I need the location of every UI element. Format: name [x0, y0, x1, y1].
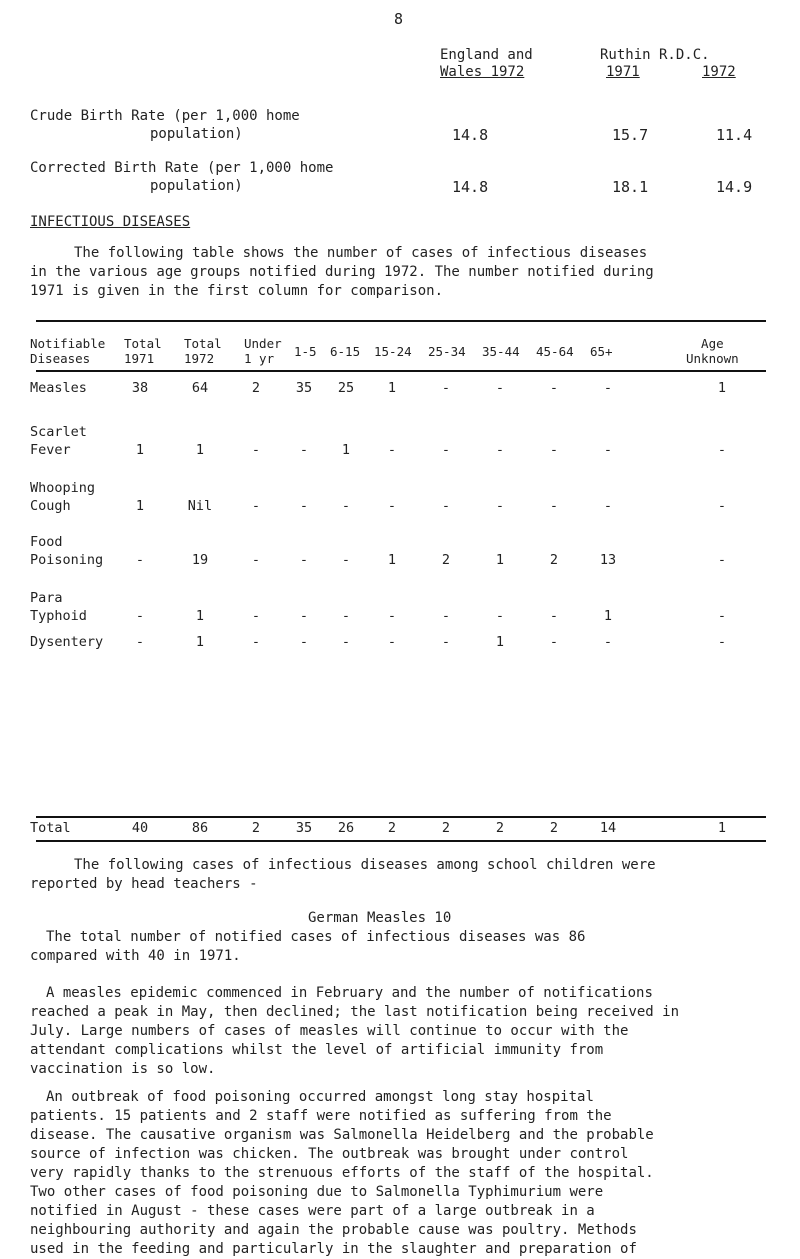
header-age-65-plus: 65+ — [590, 344, 613, 359]
food-paragraph-line: source of infection was chicken. The outbreak was brought under control — [30, 1146, 629, 1162]
total-cell: 2 — [549, 820, 559, 836]
table-cell: 25 — [337, 380, 355, 396]
table-cell: - — [603, 634, 613, 650]
table-cell: 1 — [135, 498, 145, 514]
table-cell: - — [387, 608, 397, 624]
total-cell: 1 — [717, 820, 727, 836]
table-cell: - — [135, 608, 145, 624]
table-cell: 1 — [495, 552, 505, 568]
table-cell: - — [299, 498, 309, 514]
intro-paragraph — [30, 244, 770, 301]
table-cell: - — [341, 634, 351, 650]
table-cell: - — [549, 442, 559, 458]
food-paragraph-line: used in the feeding and particularly in the slaughter and preparation of — [30, 1241, 637, 1257]
table-cell: - — [549, 380, 559, 396]
crude-birth-rate-label: Crude Birth Rate (per 1,000 home — [30, 108, 300, 124]
disease-name: Fever — [30, 442, 71, 458]
table-cell: 35 — [295, 380, 313, 396]
total-cell: 2 — [251, 820, 261, 836]
food-paragraph-line: patients. 15 patients and 2 staff were notified as suffering from the — [30, 1108, 612, 1124]
corrected-birth-rate-label-2: population) — [150, 178, 243, 194]
food-paragraph-line: very rapidly thanks to the strenuous efforts of the staff of the hospital. — [30, 1165, 654, 1181]
table-cell: 1 — [195, 442, 205, 458]
school-note — [30, 856, 770, 894]
header-total-1972: Total 1972 — [184, 336, 222, 366]
table-cell: 1 — [717, 380, 727, 396]
corrected-birth-rate-label: Corrected Birth Rate (per 1,000 home — [30, 160, 334, 176]
total-cell: 86 — [191, 820, 209, 836]
crude-birth-rate-1971: 15.7 — [612, 126, 649, 144]
crude-birth-rate-england: 14.8 — [452, 126, 489, 144]
header-age-6-15: 6-15 — [330, 344, 361, 359]
disease-name: Para — [30, 590, 63, 606]
table-cell: 2 — [441, 552, 451, 568]
table-cell: - — [135, 634, 145, 650]
crude-birth-rate-label-2: population) — [150, 126, 243, 142]
table-cell: - — [299, 442, 309, 458]
page-number: 8 — [394, 10, 404, 28]
intro-line: The following table shows the number of cases of infectious diseases — [74, 245, 648, 261]
table-cell: - — [251, 498, 261, 514]
header-age-35-44: 35-44 — [482, 344, 520, 359]
disease-name: Food — [30, 534, 63, 550]
intro-line: 1971 is given in the first column for comparison. — [30, 283, 444, 299]
header-notifiable-diseases: Notifiable Diseases — [30, 336, 106, 366]
header-age-15-24: 15-24 — [374, 344, 412, 359]
table-bottom-rule — [36, 840, 766, 842]
table-total-rule — [36, 816, 766, 818]
total-cell: 2 — [387, 820, 397, 836]
table-cell: - — [441, 634, 451, 650]
table-cell: Nil — [187, 498, 213, 514]
table-cell: - — [299, 634, 309, 650]
crude-birth-rate-1972: 11.4 — [716, 126, 753, 144]
table-cell: 1 — [195, 608, 205, 624]
food-paragraph-line: notified in August - these cases were part of a large outbreak in a — [30, 1203, 595, 1219]
table-cell: - — [717, 552, 727, 568]
disease-name: Dysentery — [30, 634, 104, 650]
table-top-rule — [36, 320, 766, 322]
header-age-unknown: Age Unknown — [686, 336, 739, 366]
table-cell: - — [441, 380, 451, 396]
food-paragraph-line: disease. The causative organism was Salmonella Heidelberg and the probable — [30, 1127, 654, 1143]
corrected-birth-rate-1972: 14.9 — [716, 178, 753, 196]
table-cell: - — [717, 608, 727, 624]
table-cell: - — [603, 498, 613, 514]
table-cell: - — [717, 634, 727, 650]
table-cell: - — [441, 498, 451, 514]
table-cell: - — [549, 634, 559, 650]
total-cell: 40 — [131, 820, 149, 836]
table-cell: - — [341, 608, 351, 624]
header-age-25-34: 25-34 — [428, 344, 466, 359]
table-cell: - — [341, 552, 351, 568]
table-cell: - — [603, 380, 613, 396]
table-cell: 1 — [387, 552, 397, 568]
table-cell: - — [299, 552, 309, 568]
table-cell: - — [549, 498, 559, 514]
table-cell: - — [549, 608, 559, 624]
ruthin-1971-header: 1971 — [606, 64, 640, 80]
measles-paragraph-line: attendant complications whilst the level of artificial immunity from — [30, 1042, 604, 1058]
table-cell: - — [717, 498, 727, 514]
intro-line: in the various age groups notified during 1972. The number notified during — [30, 264, 654, 280]
table-cell: 1 — [341, 442, 351, 458]
corrected-birth-rate-1971: 18.1 — [612, 178, 649, 196]
disease-name: Cough — [30, 498, 71, 514]
header-total-1971: Total 1971 — [124, 336, 162, 366]
total-cell: 2 — [495, 820, 505, 836]
disease-name: Measles — [30, 380, 87, 396]
total-paragraph-line: compared with 40 in 1971. — [30, 948, 241, 964]
table-cell: - — [495, 380, 505, 396]
food-poisoning-paragraph — [30, 1088, 770, 1259]
table-cell: - — [251, 442, 261, 458]
table-cell: - — [251, 552, 261, 568]
section-heading: INFECTIOUS DISEASES — [30, 214, 191, 230]
table-cell: - — [299, 608, 309, 624]
table-cell: 1 — [135, 442, 145, 458]
total-paragraph-line: The total number of notified cases of infectious diseases was 86 — [46, 929, 586, 945]
table-cell: 1 — [387, 380, 397, 396]
table-cell: - — [251, 608, 261, 624]
total-paragraph — [30, 928, 770, 966]
food-paragraph-line: An outbreak of food poisoning occurred amongst long stay hospital — [46, 1089, 594, 1105]
measles-paragraph — [30, 984, 770, 1079]
table-cell: - — [495, 442, 505, 458]
food-paragraph-line: Two other cases of food poisoning due to Salmonella Typhimurium were — [30, 1184, 604, 1200]
disease-name: Whooping — [30, 480, 96, 496]
school-note-line: The following cases of infectious diseases among school children were — [74, 857, 656, 873]
corrected-birth-rate-england: 14.8 — [452, 178, 489, 196]
ruthin-header: Ruthin R.D.C. — [600, 47, 710, 63]
table-cell: - — [495, 498, 505, 514]
table-cell: 2 — [251, 380, 261, 396]
table-cell: 1 — [495, 634, 505, 650]
table-header-rule — [36, 370, 766, 372]
table-cell: - — [341, 498, 351, 514]
table-cell: - — [495, 608, 505, 624]
disease-name: Typhoid — [30, 608, 87, 624]
measles-paragraph-line: A measles epidemic commenced in February and the number of notifications — [46, 985, 653, 1001]
ruthin-1972-header: 1972 — [702, 64, 736, 80]
disease-name: Poisoning — [30, 552, 104, 568]
total-cell: 35 — [295, 820, 313, 836]
measles-paragraph-line: vaccination is so low. — [30, 1061, 216, 1077]
header-age-1-5: 1-5 — [294, 344, 317, 359]
table-cell: 13 — [599, 552, 617, 568]
table-cell: - — [387, 498, 397, 514]
table-cell: 64 — [191, 380, 209, 396]
measles-paragraph-line: reached a peak in May, then declined; the last notification being received in — [30, 1004, 680, 1020]
table-cell: 1 — [195, 634, 205, 650]
header-under-1yr: Under 1 yr — [244, 336, 282, 366]
table-cell: - — [387, 442, 397, 458]
food-paragraph-line: neighbouring authority and again the probable cause was poultry. Methods — [30, 1222, 637, 1238]
measles-paragraph-line: July. Large numbers of cases of measles will continue to occur with the — [30, 1023, 629, 1039]
england-header-line2: Wales 1972 — [440, 64, 525, 80]
school-note-line: reported by head teachers - — [30, 876, 258, 892]
table-cell: - — [717, 442, 727, 458]
school-case-german-measles: German Measles 10 — [308, 910, 452, 926]
total-cell: 26 — [337, 820, 355, 836]
table-cell: - — [441, 608, 451, 624]
total-cell: 14 — [599, 820, 617, 836]
disease-name: Scarlet — [30, 424, 87, 440]
table-cell: - — [135, 552, 145, 568]
total-label: Total — [30, 820, 71, 836]
table-cell: 1 — [603, 608, 613, 624]
table-cell: 19 — [191, 552, 209, 568]
england-header-line1: England and — [440, 47, 533, 63]
table-cell: - — [251, 634, 261, 650]
total-cell: 2 — [441, 820, 451, 836]
header-age-45-64: 45-64 — [536, 344, 574, 359]
table-cell: - — [387, 634, 397, 650]
table-cell: 2 — [549, 552, 559, 568]
table-cell: - — [603, 442, 613, 458]
table-cell: - — [441, 442, 451, 458]
table-cell: 38 — [131, 380, 149, 396]
